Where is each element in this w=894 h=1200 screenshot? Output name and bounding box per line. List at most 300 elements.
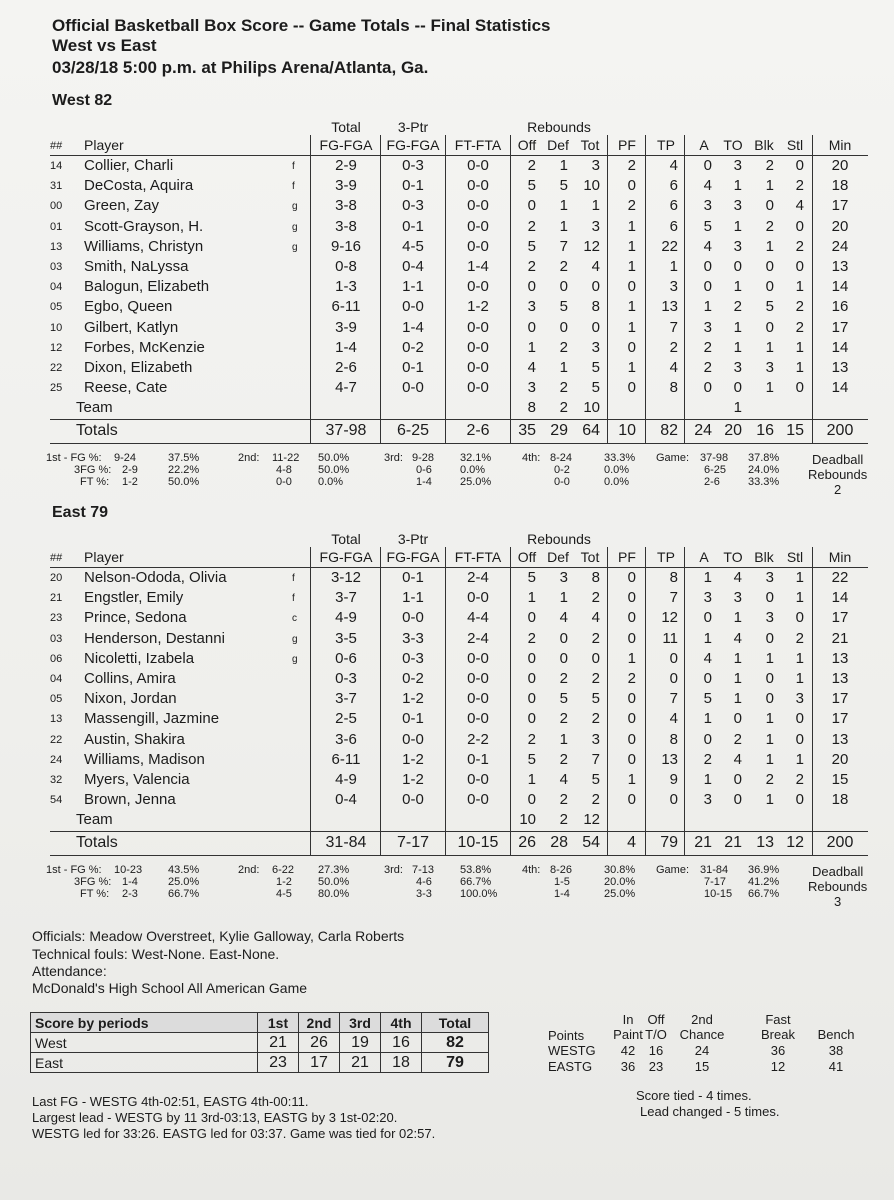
stat-blk: 5 — [765, 298, 774, 316]
q3-fg-pct: 32.1% — [460, 451, 492, 464]
player-row — [0, 569, 894, 589]
game-fg3-pct: 41.2% — [748, 875, 780, 888]
stat-ft: 0-0 — [467, 791, 489, 809]
stat-stl: 1 — [795, 670, 804, 687]
player-name: Collier, Charli — [84, 157, 174, 174]
stat-off: 2 — [527, 629, 536, 647]
header-def: Def — [547, 137, 569, 153]
stat-fg: 0-3 — [335, 670, 357, 687]
stat-def: 1 — [559, 217, 568, 235]
player-row — [0, 177, 894, 197]
q1-ft: 2-3 — [122, 887, 138, 900]
stat-ft: 0-0 — [467, 771, 489, 788]
stat-to: 1 — [733, 177, 742, 195]
stat-blk: 1 — [765, 750, 774, 768]
stat-off: 0 — [527, 649, 536, 667]
stat-stl: 0 — [795, 609, 804, 627]
periods-header-q4: 4th — [381, 1013, 422, 1033]
player-position: f — [292, 161, 295, 172]
q2-label: 2nd: — [238, 863, 260, 876]
stat-min: 24 — [831, 237, 849, 255]
stat-stl: 1 — [795, 278, 804, 296]
header-blk: Blk — [754, 549, 774, 565]
stat-fg3: 0-1 — [402, 710, 424, 728]
player-position: g — [292, 633, 298, 645]
game-fg-pct: 36.9% — [748, 863, 780, 876]
stat-tp: 1 — [669, 258, 678, 275]
player-row — [0, 771, 894, 791]
stat-blk: 0 — [765, 629, 774, 647]
stat-fg: 3-9 — [335, 177, 357, 195]
stat-to: 1 — [733, 609, 742, 627]
header-num: ## — [50, 552, 63, 564]
total-stl: 12 — [786, 833, 804, 851]
stat-def: 5 — [559, 298, 568, 316]
stat-a: 1 — [703, 569, 712, 586]
header-player: Player — [84, 549, 124, 565]
officials: Officials: Meadow Overstreet, Kylie Galloway, Carla Roberts — [32, 928, 405, 944]
stat-blk: 1 — [765, 237, 774, 255]
stat-fg3: 1-4 — [402, 318, 424, 336]
stat-blk: 0 — [765, 258, 774, 275]
stat-fg3: 1-2 — [402, 690, 424, 708]
stat-def: 1 — [559, 157, 568, 174]
q1-fg-label: 1st - FG %: — [46, 863, 102, 876]
q4-ft-pct: 25.0% — [604, 887, 636, 900]
stat-def: 1 — [559, 197, 568, 215]
q4-ft-pct: 0.0% — [604, 475, 630, 488]
player-number: 01 — [50, 220, 63, 233]
stat-min: 13 — [831, 670, 849, 687]
player-row — [0, 670, 894, 690]
stat-min: 13 — [831, 730, 849, 748]
stat-fg: 2-9 — [335, 157, 357, 174]
stat-tp: 7 — [669, 589, 678, 607]
q2-fg3: 4-8 — [276, 463, 292, 476]
player-name: Prince, Sedona — [84, 609, 187, 627]
player-name: Nelson-Ododa, Olivia — [84, 569, 227, 586]
stat-off: 1 — [527, 338, 536, 356]
stat-min: 13 — [831, 258, 849, 275]
stat-ft: 0-0 — [467, 177, 489, 195]
periods-header-row — [31, 1013, 489, 1033]
team-def: 2 — [559, 399, 568, 417]
stat-blk: 3 — [765, 609, 774, 627]
stat-off: 5 — [527, 177, 536, 195]
q1-fg3: 2-9 — [122, 463, 138, 476]
header-fg3: FG-FGA — [386, 137, 440, 153]
stat-ft: 2-4 — [467, 629, 489, 647]
header-a: A — [699, 549, 709, 565]
q1-fg-label: 1st - FG %: — [46, 451, 102, 464]
stat-ft: 0-0 — [467, 710, 489, 728]
stat-tot: 10 — [583, 177, 600, 195]
stat-pf: 2 — [627, 670, 636, 687]
player-row — [0, 218, 894, 238]
player-row — [0, 650, 894, 670]
event-name: McDonald's High School All American Game — [32, 980, 308, 996]
header-fg3: FG-FGA — [386, 549, 440, 565]
stat-min: 16 — [831, 298, 849, 316]
column-divider — [607, 547, 608, 855]
stat-fg: 4-7 — [335, 379, 357, 397]
stat-tp: 0 — [669, 791, 678, 809]
stat-fg3: 0-1 — [402, 359, 424, 376]
stat-fg3: 0-1 — [402, 569, 424, 586]
total-tot: 54 — [582, 833, 600, 851]
total-blk: 16 — [756, 421, 774, 439]
total-min: 200 — [826, 833, 854, 851]
stat-blk: 3 — [765, 569, 774, 586]
stat-stl: 0 — [795, 258, 804, 275]
points-col-bottom: Paint — [613, 1027, 643, 1042]
total-def: 29 — [550, 421, 568, 439]
stat-fg3: 0-1 — [402, 177, 424, 195]
periods-header-q3: 3rd — [340, 1013, 381, 1033]
points-value: 42 — [620, 1043, 636, 1058]
game-label: Game: — [656, 451, 690, 464]
stat-ft: 0-0 — [467, 649, 489, 667]
player-row — [0, 589, 894, 609]
stat-def: 5 — [559, 690, 568, 708]
stat-def: 2 — [559, 791, 568, 809]
header-off: Off — [517, 137, 537, 153]
header-ft: FT-FTA — [454, 137, 502, 153]
team-row — [0, 811, 894, 831]
player-number: 13 — [50, 240, 63, 253]
stat-to: 4 — [733, 750, 742, 768]
total-tp: 82 — [660, 421, 678, 439]
stat-min: 17 — [831, 318, 849, 336]
game-ft-pct: 66.7% — [748, 887, 780, 900]
player-number: 05 — [50, 693, 63, 706]
stat-tot: 5 — [591, 359, 600, 376]
stat-pf: 1 — [627, 359, 636, 376]
stat-a: 1 — [703, 771, 712, 788]
team-to: 1 — [733, 399, 742, 417]
q4-fg-pct: 30.8% — [604, 863, 636, 876]
player-position: c — [292, 613, 297, 625]
player-number: 05 — [50, 301, 63, 314]
player-row — [0, 791, 894, 811]
header-to: TO — [723, 137, 743, 153]
stat-min: 17 — [831, 710, 849, 728]
quarter-shooting — [0, 452, 894, 500]
total-pf: 10 — [618, 421, 636, 439]
stat-fg3: 0-0 — [402, 730, 424, 748]
stat-pf: 0 — [627, 750, 636, 768]
q2-fg-pct: 50.0% — [318, 451, 350, 464]
stat-a: 4 — [703, 237, 712, 255]
periods-q1: 21 — [258, 1033, 299, 1053]
header-fg: FG-FGA — [319, 137, 373, 153]
player-row — [0, 278, 894, 298]
stat-tp: 12 — [661, 609, 678, 627]
stat-tot: 2 — [591, 589, 600, 607]
deadball-count: 2 — [834, 481, 842, 497]
header-stl: Stl — [786, 137, 804, 153]
last-fg: Last FG - WESTG 4th-02:51, EASTG 4th-00:11. — [32, 1094, 309, 1109]
q2-fg3-pct: 50.0% — [318, 463, 350, 476]
stat-tot: 12 — [583, 237, 600, 255]
stat-to: 1 — [733, 318, 742, 336]
q1-fg-pct: 43.5% — [168, 863, 200, 876]
points-col-top: 2nd — [691, 1012, 713, 1027]
player-name: Collins, Amira — [84, 670, 176, 687]
player-row — [0, 751, 894, 771]
stat-ft: 2-2 — [467, 730, 489, 748]
player-number: 23 — [50, 612, 63, 625]
stat-stl: 1 — [795, 569, 804, 586]
q1-fg: 9-24 — [114, 451, 137, 464]
totals-label: Totals — [76, 833, 118, 851]
stat-pf: 0 — [627, 278, 636, 296]
player-number: 10 — [50, 321, 63, 334]
stat-tp: 4 — [669, 710, 678, 728]
stat-tp: 0 — [669, 670, 678, 687]
player-row — [0, 339, 894, 359]
stat-fg3: 0-2 — [402, 338, 424, 356]
stat-fg3: 1-2 — [402, 771, 424, 788]
stat-def: 4 — [559, 609, 568, 627]
player-number: 22 — [50, 362, 63, 374]
game-fg-pct: 37.8% — [748, 451, 780, 464]
stat-tot: 5 — [591, 690, 600, 708]
q2-fg: 6-22 — [272, 863, 295, 876]
stat-def: 0 — [559, 318, 568, 336]
player-number: 24 — [50, 753, 63, 766]
player-number: 20 — [50, 572, 63, 584]
team-row — [0, 399, 894, 419]
stat-fg: 0-8 — [335, 258, 357, 275]
player-position: g — [292, 201, 298, 213]
stat-to: 0 — [733, 710, 742, 728]
stat-def: 7 — [559, 237, 568, 255]
stat-off: 3 — [527, 379, 536, 397]
q4-ft: 1-4 — [554, 887, 570, 900]
stat-def: 2 — [559, 670, 568, 687]
points-col-top: In — [622, 1012, 634, 1027]
stat-ft: 0-0 — [467, 589, 489, 607]
points-value: 41 — [828, 1059, 844, 1074]
points-value: 16 — [648, 1043, 664, 1058]
stat-a: 3 — [703, 318, 712, 336]
stat-min: 14 — [831, 589, 849, 607]
largest-lead: Largest lead - WESTG by 11 3rd-03:13, EASTG by 3 1st-02:20. — [32, 1110, 398, 1125]
header-def: Def — [547, 549, 569, 565]
q4-fg: 8-26 — [550, 863, 573, 876]
stat-def: 1 — [559, 589, 568, 607]
player-position: g — [292, 653, 298, 665]
player-name: Balogun, Elizabeth — [84, 278, 210, 296]
periods-team: West — [31, 1033, 258, 1053]
header-rebounds: Rebounds — [527, 531, 591, 547]
points-value: 15 — [694, 1059, 710, 1074]
stat-stl: 0 — [795, 379, 804, 397]
q4-label: 4th: — [522, 451, 541, 464]
stat-off: 1 — [527, 771, 536, 788]
stat-blk: 2 — [765, 217, 774, 235]
lead-changed: Lead changed - 5 times. — [640, 1104, 780, 1119]
stat-min: 22 — [831, 569, 849, 586]
stat-to: 0 — [733, 791, 742, 809]
total-fg: 37-98 — [325, 421, 367, 439]
header-blk: Blk — [754, 137, 774, 153]
player-number: 54 — [50, 794, 63, 807]
points-team: EASTG — [548, 1059, 593, 1074]
stat-ft: 0-0 — [467, 690, 489, 708]
stat-stl: 0 — [795, 157, 804, 174]
player-name: Smith, NaLyssa — [84, 258, 189, 275]
stat-fg: 6-11 — [331, 750, 361, 768]
header-3ptr: 3-Ptr — [397, 119, 429, 135]
q3-fg-pct: 53.8% — [460, 863, 492, 876]
player-name: Brown, Jenna — [84, 791, 176, 809]
stat-fg3: 0-3 — [402, 649, 424, 667]
team-tot: 12 — [583, 811, 600, 829]
periods-team: East — [31, 1053, 258, 1073]
stat-ft: 0-0 — [467, 338, 489, 356]
periods-row-east — [31, 1053, 489, 1073]
player-name: Reese, Cate — [84, 379, 168, 397]
header-fg: FG-FGA — [319, 549, 373, 565]
stat-to: 2 — [733, 730, 742, 748]
player-position: f — [292, 573, 295, 584]
stat-to: 3 — [733, 589, 742, 607]
totals-bottom-line — [50, 855, 868, 856]
q4-fg3-pct: 0.0% — [604, 463, 630, 476]
q1-fg3-label: 3FG %: — [74, 875, 112, 888]
totals-top-line — [50, 831, 868, 832]
total-to: 20 — [724, 421, 742, 439]
stat-to: 3 — [733, 237, 742, 255]
column-divider — [380, 547, 381, 855]
stat-fg3: 1-2 — [402, 750, 424, 768]
score-by-periods-table — [30, 1012, 489, 1073]
player-number: 06 — [50, 652, 63, 665]
points-col-top: Fast — [765, 1012, 791, 1027]
player-row — [0, 238, 894, 258]
stat-a: 3 — [703, 589, 712, 607]
stat-tp: 2 — [669, 338, 678, 356]
stat-off: 0 — [527, 710, 536, 728]
stat-tp: 4 — [669, 359, 678, 376]
totals-bottom-line — [50, 443, 868, 444]
q1-ft: 1-2 — [122, 475, 138, 488]
q3-fg3: 0-6 — [416, 463, 432, 476]
stat-off: 2 — [527, 730, 536, 748]
stat-min: 20 — [831, 157, 849, 174]
stat-tot: 3 — [591, 338, 600, 356]
stat-stl: 0 — [795, 791, 804, 809]
total-off: 35 — [518, 421, 536, 439]
stat-a: 0 — [703, 379, 712, 397]
stat-def: 0 — [559, 278, 568, 296]
stat-def: 1 — [559, 730, 568, 748]
player-name: DeCosta, Aquira — [84, 177, 194, 195]
q4-fg3: 1-5 — [554, 875, 570, 888]
q4-fg: 8-24 — [550, 451, 573, 464]
stat-off: 2 — [527, 217, 536, 235]
stat-min: 20 — [831, 217, 849, 235]
q1-fg-pct: 37.5% — [168, 451, 200, 464]
column-divider — [445, 547, 446, 855]
game-ft: 2-6 — [704, 475, 720, 488]
total-tp: 79 — [660, 833, 678, 851]
q1-fg3-pct: 22.2% — [168, 463, 200, 476]
periods-q2: 26 — [299, 1033, 340, 1053]
q3-fg3-pct: 0.0% — [460, 463, 486, 476]
stat-off: 3 — [527, 298, 536, 316]
stat-off: 1 — [527, 589, 536, 607]
player-name: Massengill, Jazmine — [84, 710, 220, 728]
q4-ft: 0-0 — [554, 475, 570, 488]
stat-pf: 0 — [627, 730, 636, 748]
stat-to: 2 — [733, 298, 742, 316]
technical-fouls: Technical fouls: West-None. East-None. — [32, 946, 280, 962]
stat-fg3: 1-1 — [402, 589, 424, 607]
stat-min: 17 — [831, 690, 849, 708]
game-label: Game: — [656, 863, 690, 876]
stat-fg3: 0-0 — [402, 609, 424, 627]
stat-stl: 0 — [795, 710, 804, 728]
stat-fg: 3-7 — [335, 690, 357, 708]
team-title: West 82 — [52, 92, 113, 109]
deadball-label-2: Rebounds — [808, 878, 868, 894]
stat-def: 3 — [559, 569, 568, 586]
q3-ft: 3-3 — [416, 887, 432, 900]
stat-pf: 1 — [627, 771, 636, 788]
stat-def: 2 — [559, 379, 568, 397]
player-name: Myers, Valencia — [84, 771, 190, 788]
total-tot: 64 — [582, 421, 600, 439]
q1-fg3: 1-4 — [122, 875, 138, 888]
header-player: Player — [84, 137, 124, 153]
stat-def: 2 — [559, 338, 568, 356]
game-fg: 31-84 — [700, 863, 729, 876]
stat-to: 0 — [733, 258, 742, 275]
header-min: Min — [828, 137, 852, 153]
column-divider — [607, 135, 608, 443]
player-name: Gilbert, Katlyn — [84, 318, 179, 336]
player-number: 32 — [50, 774, 63, 786]
stat-tp: 11 — [662, 629, 678, 647]
header-ft: FT-FTA — [454, 549, 502, 565]
q2-fg3-pct: 50.0% — [318, 875, 350, 888]
q2-ft-pct: 0.0% — [318, 475, 344, 488]
stat-fg: 2-6 — [335, 359, 357, 376]
stat-fg: 3-8 — [335, 197, 357, 215]
stat-to: 3 — [733, 157, 742, 174]
team-def: 2 — [559, 811, 568, 829]
team-off: 8 — [527, 399, 536, 417]
stat-a: 0 — [703, 730, 712, 748]
stat-pf: 0 — [627, 379, 636, 397]
stat-pf: 1 — [627, 298, 636, 316]
q3-label: 3rd: — [384, 863, 403, 876]
header-min: Min — [828, 549, 852, 565]
stat-ft: 0-0 — [467, 318, 489, 336]
matchup: West vs East — [52, 36, 157, 55]
team-label: Team — [76, 811, 113, 829]
player-name: Williams, Christyn — [84, 237, 204, 255]
column-divider — [310, 135, 311, 443]
player-number: 21 — [50, 592, 63, 605]
stat-off: 0 — [527, 318, 536, 336]
stat-a: 0 — [703, 258, 712, 275]
team-tot: 10 — [583, 399, 600, 417]
total-stl: 15 — [786, 421, 804, 439]
